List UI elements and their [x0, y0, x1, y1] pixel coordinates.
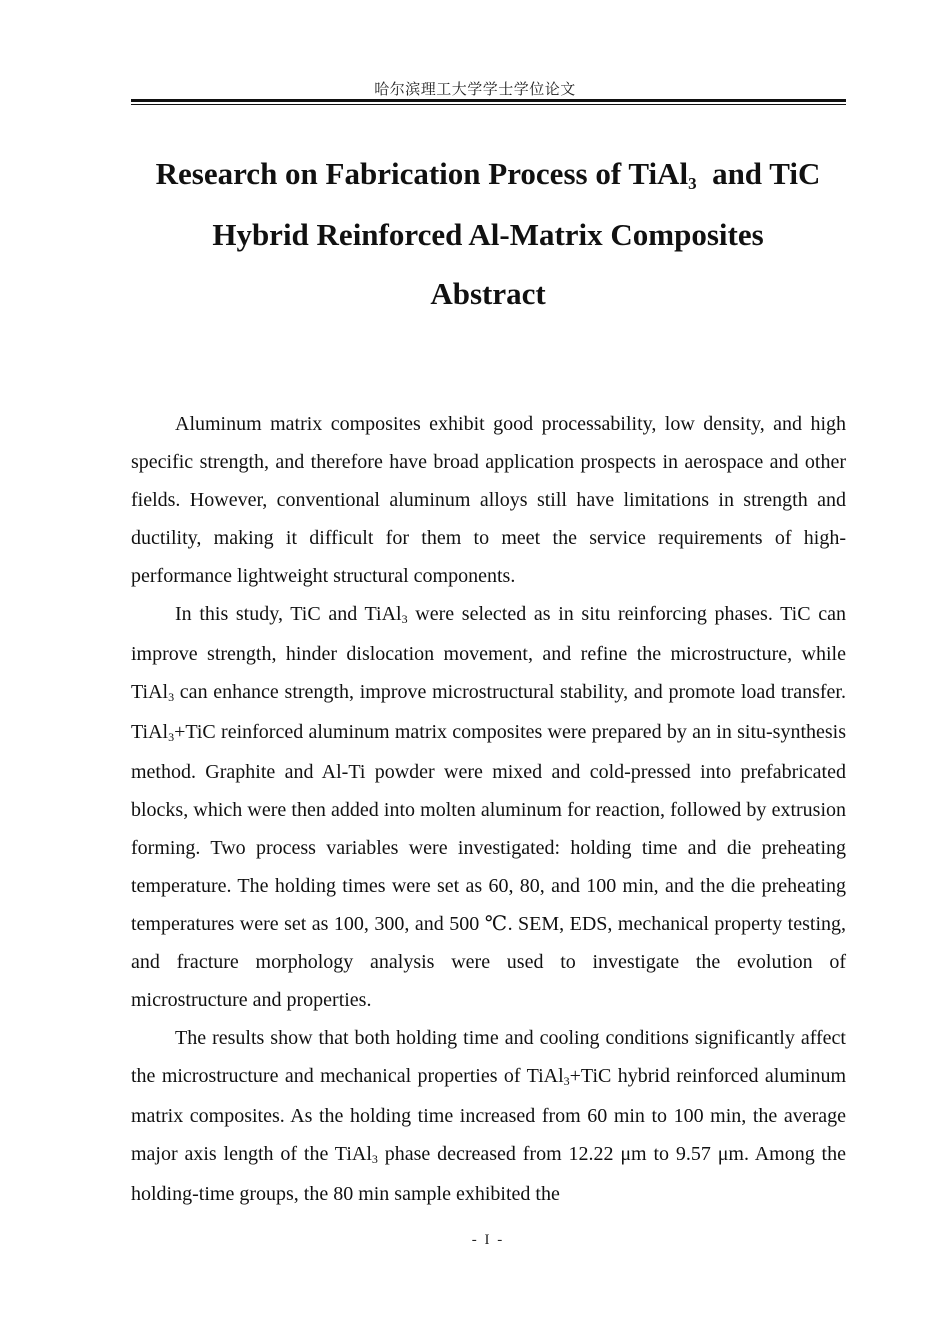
abstract-body	[131, 405, 846, 1213]
running-header: 哈尔滨理工大学学士学位论文	[374, 82, 576, 98]
abstract-paragraph-2: In this study, TiC and TiAl$_3$ were selected as in situ reinforcing phases. TiC can improve strength, hinder dislocation movement, and refine the microstructure, while TiAl$_3$ can enhance strength, improve microstructural stability, and promote load transfer. TiAl$_3$+TiC reinforced aluminum matrix composites were prepared by an in situ-synthesis method. Graphite and Al-Ti powder were mixed and cold-pressed into prefabricated blocks, which were then added into molten aluminum for reaction, followed by extrusion forming. Two process variables were investigated: holding time and die preheating temperature. The holding times were set as 60, 80, and 100 min, and the die preheating temperatures were set as 100, 300, and 500 ℃. SEM, EDS, mechanical property testing, and fracture morphology analysis were used to investigate the evolution of microstructure and properties.	[131, 603, 846, 1011]
abstract-paragraph-1: Aluminum matrix composites exhibit good processability, low density, and high specific strength, and therefore have broad application prospects in aerospace and other fields. However, conventional aluminum alloys still have limitations in strength and ductility, making it difficult for them to meet the service requirements of high-performance lightweight structural components.	[131, 413, 846, 587]
page-number: - I -	[471, 1232, 505, 1248]
abstract-paragraph-3: The results show that both holding time and cooling conditions significantly affect the microstructure and mechanical properties of TiAl$_3$+TiC hybrid reinforced aluminum matrix composites. As the holding time increased from 60 min to 100 min, the average major axis length of the TiAl$_3$ phase decreased from 12.22 μm to 9.57 μm. Among the holding-time groups, the 80 min sample exhibited the	[131, 1027, 846, 1205]
title-line-1: Research on Fabrication Process of TiAl$_3$ and TiC	[155, 156, 821, 193]
thesis-title	[100, 146, 876, 263]
header-rule-thin	[131, 104, 846, 105]
abstract-heading: Abstract	[430, 276, 546, 311]
title-line-2: Hybrid Reinforced Al-Matrix Composites	[212, 217, 764, 252]
header-rule-thick	[131, 99, 846, 102]
